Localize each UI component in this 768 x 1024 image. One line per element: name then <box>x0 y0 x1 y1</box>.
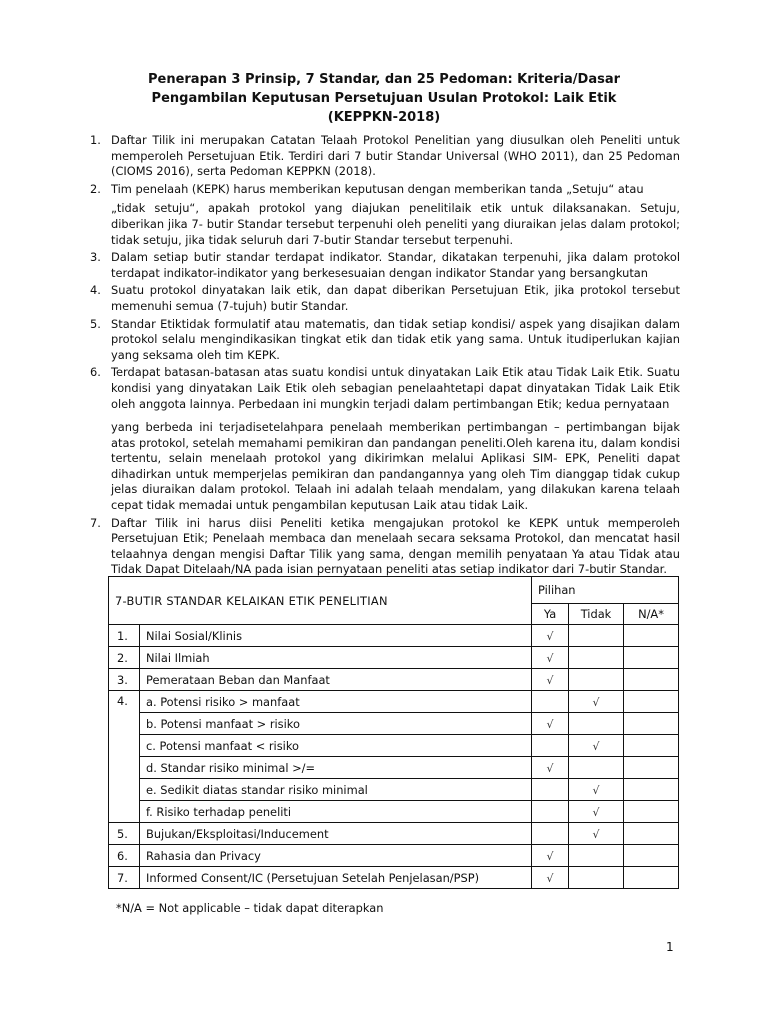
check-icon: √ <box>592 739 600 753</box>
cell-ya[interactable] <box>532 647 569 669</box>
cell-ya[interactable] <box>532 691 569 713</box>
cell-ya[interactable] <box>532 845 569 867</box>
row-label: Bujukan/Eksploitasi/Inducement <box>140 823 532 845</box>
table-row <box>109 823 679 845</box>
item-text: Daftar Tilik ini merupakan Catatan Telaah Protokol Penelitian yang diusulkan oleh Peneliti untuk memperoleh Persetujuan Etik. Terdiri dari 7 butir Standar Universal (WHO 2011), dan 25 Pedoman (CIOMS 2016), serta Pedoman KEPPKN (2018). <box>111 133 680 179</box>
item-text: Daftar Tilik ini harus diisi Peneliti ketika mengajukan protokol ke KEPK untuk memperoleh Persetujuan Etik; Penelaah membaca dan menelaah secara seksama Protokol, dan mencatat hasil telaahnya dengan mengisi Daftar Tilik yang sama, dengan memilih penyataan Ya atau Tidak atau Tidak Dapat Ditelaah/NA pada isian pernyataan peneliti atas setiap indikator dari 7-butir Standar. <box>111 515 680 577</box>
item-text: „tidak setuju“, apakah protokol yang diajukan penelitilaik etik untuk dilaksanakan. Setuju, diberikan jika 7- butir Standar tersebut terpenuhi oleh peneliti yang diuraikan jelas dalam protokol; tidak setuju, jika tidak seluruh dari 7-butir Standar tersebut terpenuhi. <box>111 201 680 247</box>
item-number: 1. <box>90 133 101 147</box>
footnote: *N/A = Not applicable – tidak dapat diterapkan <box>116 901 384 915</box>
row-number: 2. <box>109 647 140 669</box>
row-number: 4. <box>109 691 140 823</box>
item-number: 2. <box>90 181 101 196</box>
check-icon: √ <box>592 695 600 709</box>
cell-ya[interactable] <box>532 757 569 779</box>
check-icon: √ <box>546 761 554 775</box>
row-label: c. Potensi manfaat < risiko <box>140 735 532 757</box>
cell-tidak[interactable] <box>569 713 624 735</box>
cell-ya[interactable] <box>532 801 569 823</box>
cell-ya[interactable] <box>532 669 569 691</box>
cell-ya[interactable] <box>532 779 569 801</box>
item-text: Tim penelaah (KEPK) harus memberikan keputusan dengan memberikan tanda „Setuju“ atau <box>111 181 644 196</box>
cell-na[interactable] <box>624 801 679 823</box>
cell-ya[interactable] <box>532 625 569 647</box>
list-item <box>80 250 680 281</box>
standards-table <box>108 576 679 889</box>
title-line-2: Pengambilan Keputusan Persetujuan Usulan Protokol: Laik Etik <box>151 91 617 106</box>
table-row <box>109 713 679 735</box>
cell-tidak[interactable] <box>569 735 624 757</box>
check-icon: √ <box>546 871 554 885</box>
row-number: 6. <box>109 845 140 867</box>
cell-na[interactable] <box>624 867 679 889</box>
cell-ya[interactable] <box>532 735 569 757</box>
cell-tidak[interactable] <box>569 669 624 691</box>
item-text: yang berbeda ini terjadisetelahpara penelaah memberikan pertimbangan – pertimbangan bijak atas protokol, setelah memahami pemikiran dan pandangan peneliti.Oleh karena itu, dalam kondisi tertentu, selain menelaah protokol yang dikirimkan melalui Aplikasi SIM- EPK, Peneliti dapat dihadirkan untuk memperjelas pemikiran dan pandangannya yang oleh Tim dianggap tidak cukup jelas diuraikan dalam protokol. Telaah ini adalah telaah mendalam, yang dilakukan karena telaah cepat tidak memadai untuk pengambilan keputusan Laik atau tidak Laik. <box>111 420 680 513</box>
row-number: 5. <box>109 823 140 845</box>
check-icon: √ <box>546 673 554 687</box>
check-icon: √ <box>546 849 554 863</box>
cell-tidak[interactable] <box>569 801 624 823</box>
title-line-1: Penerapan 3 Prinsip, 7 Standar, dan 25 Pedoman: Kriteria/Dasar <box>147 72 621 87</box>
row-number: 7. <box>109 867 140 889</box>
table-header-pilihan: Pilihan <box>532 577 679 604</box>
page-number: 1 <box>666 940 674 954</box>
table-row <box>109 669 679 691</box>
cell-tidak[interactable] <box>569 845 624 867</box>
instruction-list <box>80 133 680 580</box>
cell-na[interactable] <box>624 779 679 801</box>
cell-tidak[interactable] <box>569 823 624 845</box>
list-item <box>80 317 680 364</box>
row-label: d. Standar risiko minimal >/= <box>140 757 532 779</box>
table-row <box>109 757 679 779</box>
check-icon: √ <box>546 717 554 731</box>
row-label: Nilai Sosial/Klinis <box>140 625 532 647</box>
row-number: 3. <box>109 669 140 691</box>
row-label: Rahasia dan Privacy <box>140 845 532 867</box>
item-text: Suatu protokol dinyatakan laik etik, dan dapat diberikan Persetujuan Etik, jika protokol tersebut memenuhi semua (7-tujuh) butir Standar. <box>111 283 680 313</box>
item-number: 5. <box>90 316 101 331</box>
check-icon: √ <box>546 629 554 643</box>
item-number: 7. <box>90 515 101 530</box>
cell-tidak[interactable] <box>569 647 624 669</box>
row-number: 1. <box>109 625 140 647</box>
list-item <box>80 133 680 180</box>
cell-na[interactable] <box>624 691 679 713</box>
table-row <box>109 867 679 889</box>
cell-ya[interactable] <box>532 867 569 889</box>
cell-na[interactable] <box>624 625 679 647</box>
cell-na[interactable] <box>624 647 679 669</box>
item-number: 6. <box>90 365 101 380</box>
row-label: Pemerataan Beban dan Manfaat <box>140 669 532 691</box>
cell-na[interactable] <box>624 735 679 757</box>
column-header-na: N/A* <box>624 604 679 625</box>
cell-na[interactable] <box>624 845 679 867</box>
table-header-title: 7-BUTIR STANDAR KELAIKAN ETIK PENELITIAN <box>109 577 532 625</box>
item-text: Terdapat batasan-batasan atas suatu kondisi untuk dinyatakan Laik Etik atau Tidak Laik Etik. Suatu kondisi yang dinyatakan Laik Etik oleh sebagian penelaahtetapi dapat dinyatakan Tidak Laik Etik oleh anggota lainnya. Perbedaan ini mungkin terjadi dalam pertimbangan Etik; kedua pernyataan <box>111 365 680 411</box>
cell-na[interactable] <box>624 669 679 691</box>
check-icon: √ <box>546 651 554 665</box>
table-row <box>109 691 679 713</box>
table-row <box>109 647 679 669</box>
row-label: b. Potensi manfaat > risiko <box>140 713 532 735</box>
cell-ya[interactable] <box>532 713 569 735</box>
title-line-3: (KEPPKN-2018) <box>327 110 441 125</box>
row-label: Nilai Ilmiah <box>140 647 532 669</box>
cell-na[interactable] <box>624 823 679 845</box>
item-text: Standar Etiktidak formulatif atau matematis, dan tidak setiap kondisi/ aspek yang disajikan dalam protokol selalu mengindikasikan tingkat etik dan tidak etik yang sama. Untuk itudiperlukan kajian yang seksama oleh tim KEPK. <box>111 316 680 362</box>
row-label: Informed Consent/IC (Persetujuan Setelah Penjelasan/PSP) <box>140 867 532 889</box>
document-title <box>0 70 768 127</box>
table-row <box>109 845 679 867</box>
column-header-tidak: Tidak <box>569 604 624 625</box>
list-item <box>80 516 680 578</box>
cell-tidak[interactable] <box>569 625 624 647</box>
row-label: a. Potensi risiko > manfaat <box>140 691 532 713</box>
item-number: 4. <box>90 283 101 298</box>
table-row <box>109 625 679 647</box>
check-icon: √ <box>592 827 600 841</box>
check-icon: √ <box>592 783 600 797</box>
list-item <box>80 182 680 248</box>
list-item <box>80 365 680 513</box>
cell-ya[interactable] <box>532 823 569 845</box>
list-item <box>80 283 680 314</box>
column-header-ya: Ya <box>532 604 569 625</box>
table-row <box>109 735 679 757</box>
check-icon: √ <box>592 805 600 819</box>
table-row <box>109 779 679 801</box>
row-label: f. Risiko terhadap peneliti <box>140 801 532 823</box>
table-row <box>109 801 679 823</box>
cell-tidak[interactable] <box>569 691 624 713</box>
item-text: Dalam setiap butir standar terdapat indikator. Standar, dikatakan terpenuhi, jika dalam protokol terdapat indikator-indikator yang berkesesuaian dengan indikator Standar yang bersangkutan <box>111 250 680 280</box>
cell-na[interactable] <box>624 757 679 779</box>
cell-tidak[interactable] <box>569 867 624 889</box>
row-label: e. Sedikit diatas standar risiko minimal <box>140 779 532 801</box>
cell-tidak[interactable] <box>569 757 624 779</box>
cell-na[interactable] <box>624 713 679 735</box>
cell-tidak[interactable] <box>569 779 624 801</box>
item-number: 3. <box>90 250 101 265</box>
